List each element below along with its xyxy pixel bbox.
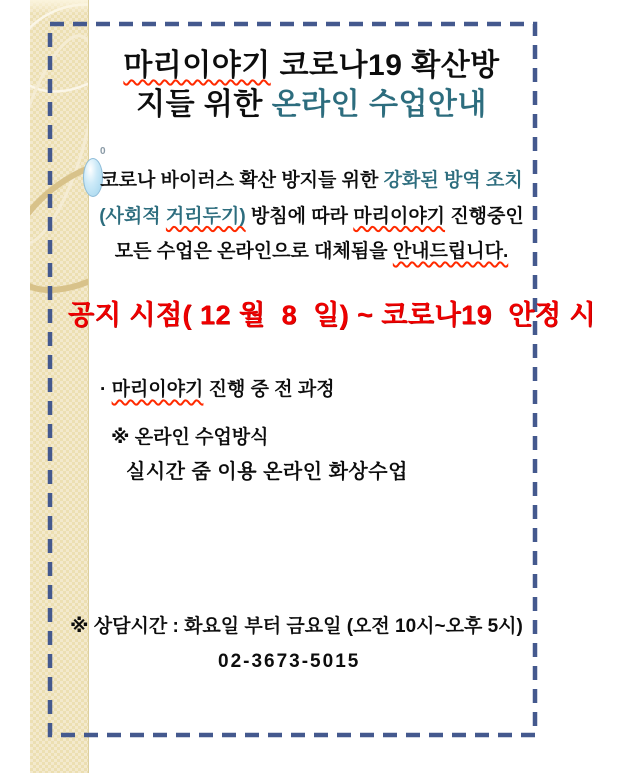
decorative-side-strip [30,0,89,773]
notice-period-headline: 공지 시점( 12 월 8 일) ~ 코로나19 안정 시 [68,300,596,330]
reference-mark: ※ [70,616,89,637]
notice-title [88,46,535,124]
side-strip-highlight [30,0,88,14]
title-line2-teal: 온라인 수업안내 [271,88,487,121]
course-scope-item [100,374,335,401]
online-method-description: 실시간 줌 이용 온라인 화상수업 [126,461,408,483]
side-strip-ellipses-decoration [30,0,88,773]
title-line-2 [88,85,535,124]
online-method-heading [111,422,269,449]
method-title: 온라인 수업방식 [129,427,269,448]
phone-number: 02-3673-5015 [218,651,361,672]
hours-text: 상담시간 : 화요일 부터 금요일 (오전 10시~오후 5시) [88,616,523,637]
body-line-3 [88,234,535,270]
body-l1-teal: 강화된 방역 조치 [383,170,523,191]
body-l2-teal: (사회적 [99,205,166,227]
body-line-2 [88,199,535,235]
title-line2-black: 지들 위한 [136,88,272,121]
body-l2-teal-spellcheck: 거리두기) [165,205,246,227]
placeholder-index-label: 0 [100,146,106,157]
body-line-1 [88,163,535,199]
body-l2-black2: 진행중인 [445,205,524,227]
title-line-1 [88,46,535,85]
reference-mark: ※ [111,427,130,448]
course-rest: 진행 중 전 과정 [203,379,335,400]
consultation-hours [70,611,523,638]
title-line1-rest: 코로나19 확산방 [270,49,500,82]
body-l3-spellcheck: 안내드립니다. [392,241,509,262]
body-l2-spellcheck: 마리이야기 [353,205,446,227]
body-l3-black: 모든 수업은 온라인으로 대체됨을 [114,241,393,262]
body-paragraph [88,163,535,270]
course-bullet: · [100,379,107,400]
body-l2-black1: 방침에 따라 [245,205,354,227]
course-spellcheck: 마리이야기 [111,379,204,400]
body-l1-black: 코로나 바이러스 확산 방지들 위한 [100,170,384,191]
title-word-spellcheck: 마리이야기 [123,49,271,82]
